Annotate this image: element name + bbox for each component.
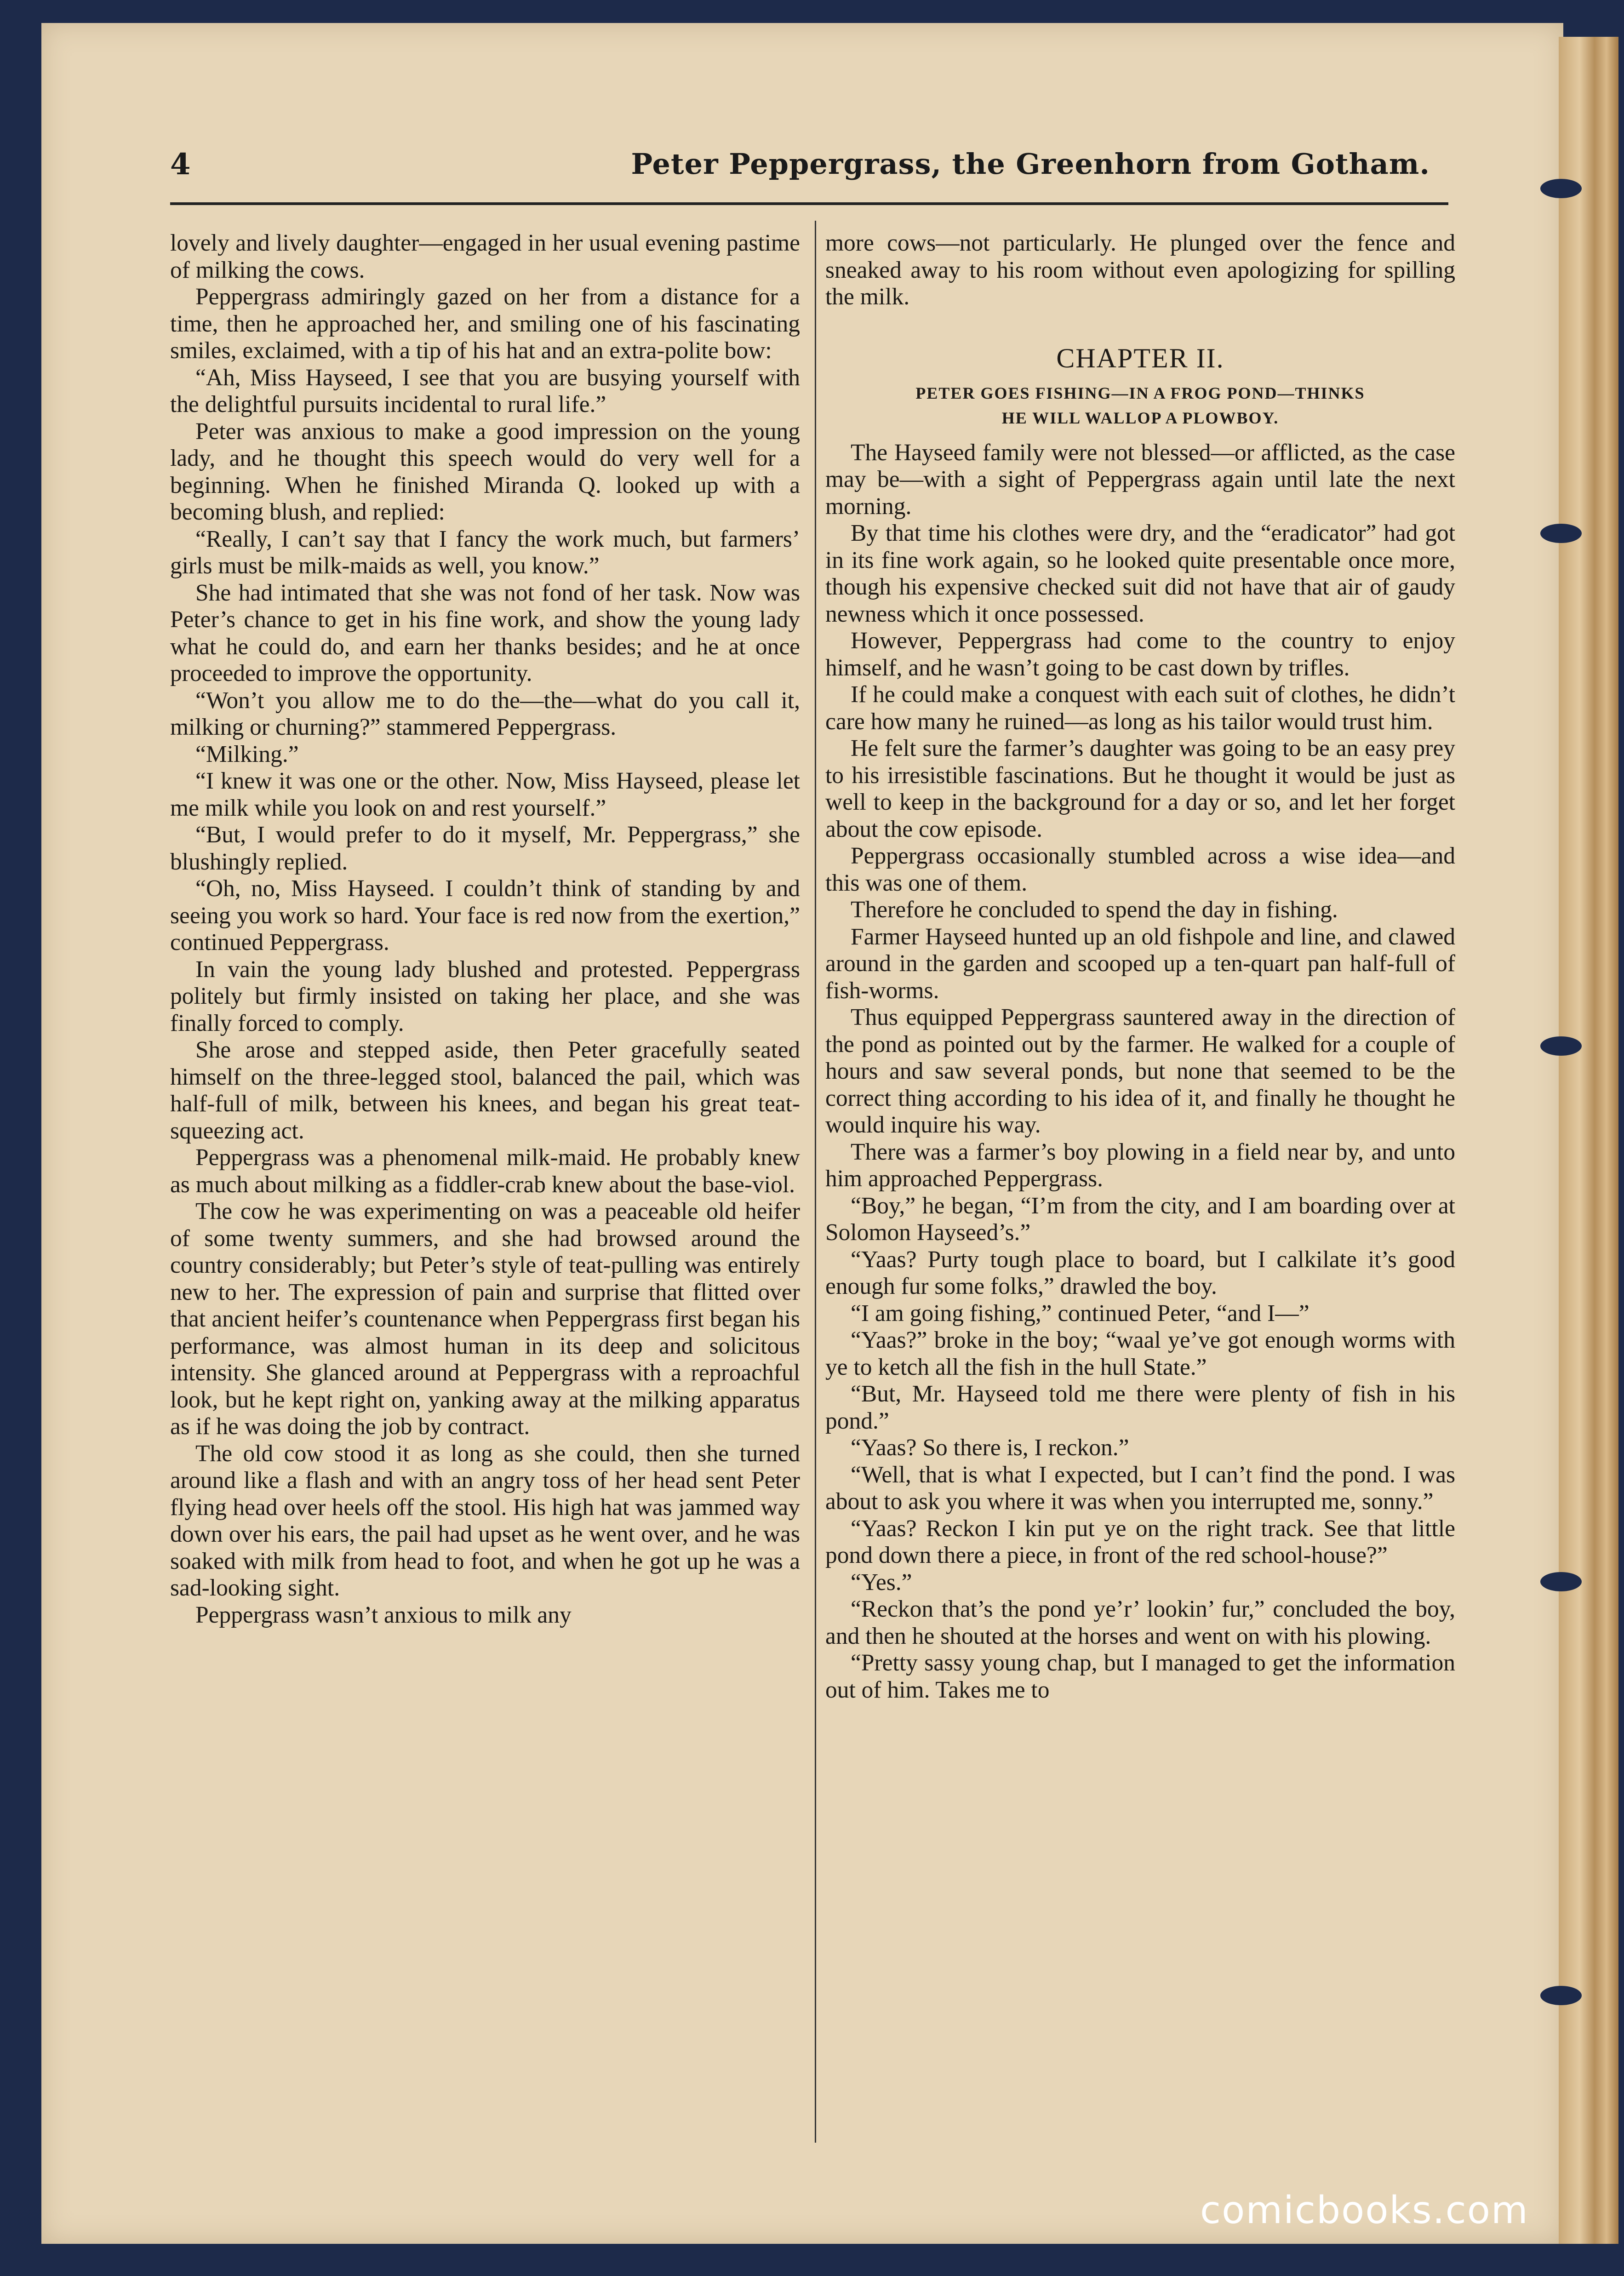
chapter-body: [825, 440, 1455, 1704]
chapter-subtitle-line: PETER GOES FISHING—IN A FROG POND—THINKS: [915, 383, 1365, 402]
paragraph: “I knew it was one or the other. Now, Miss Hayseed, please let me milk while you look on and rest yourself.”: [170, 768, 800, 821]
paragraph: If he could make a conquest with each suit of clothes, he didn’t care how many he ruined—as long as his tailor would trust him.: [825, 681, 1455, 735]
paragraph: “But, Mr. Hayseed told me there were plenty of fish in his pond.”: [825, 1381, 1455, 1434]
paragraph: There was a farmer’s boy plowing in a field near by, and unto him approached Peppergrass.: [825, 1138, 1455, 1192]
right-column-continuation: [825, 230, 1455, 311]
paragraph: “But, I would prefer to do it myself, Mr. Peppergrass,” she blushingly replied.: [170, 822, 800, 875]
paragraph: “Yaas? So there is, I reckon.”: [851, 1435, 1129, 1461]
paragraph: “I am going fishing,” continued Peter, “and I—”: [851, 1300, 1309, 1327]
chapter-heading: CHAPTER II.: [1056, 343, 1224, 373]
page-number: 4: [170, 147, 191, 182]
column-divider: [815, 221, 816, 2143]
paragraph: Peppergrass occasionally stumbled across a wise idea—and this was one of them.: [825, 843, 1455, 896]
paragraph: She arose and stepped aside, then Peter gracefully seated himself on the three-legged stool, balanced the pail, which was half-full of milk, between his knees, and began his great teat-squeezing act.: [170, 1037, 800, 1144]
right-text-column: [825, 230, 1455, 2152]
paragraph: “Yes.”: [851, 1569, 912, 1595]
paragraph: “Milking.”: [195, 741, 299, 767]
paragraph: She had intimated that she was not fond of her task. Now was Peter’s chance to get in his fine work, and show the young lady what he could do, and earn her thanks besides; and he at once proceeded to improve the opportunity.: [170, 579, 800, 686]
watermark: comicbooks.com: [1200, 2189, 1529, 2232]
binding-staple: [1540, 1036, 1582, 1056]
paragraph: Farmer Hayseed hunted up an old fishpole and line, and clawed around in the garden and scooped up a ten-quart pan half-full of fish-worms.: [825, 923, 1455, 1004]
paragraph: more cows—not particularly. He plunged over the fence and sneaked away to his room without even apologizing for spilling the milk.: [825, 230, 1455, 310]
binding-staple: [1540, 179, 1582, 198]
paragraph: Peppergrass wasn’t anxious to milk any: [195, 1601, 572, 1628]
running-title: Peter Peppergrass, the Greenhorn from Gotham.: [631, 147, 1430, 181]
chapter-subtitle: [825, 381, 1455, 430]
paragraph: He felt sure the farmer’s daughter was going to be an easy prey to his irresistible fascinations. But he thought it would be just as well to keep in the background for a day or so, and let her forget about the cow episode.: [825, 735, 1455, 842]
binding-staple: [1540, 1572, 1582, 1591]
page-header: [170, 147, 1448, 205]
left-text-column: [170, 230, 800, 2152]
paragraph: “Pretty sassy young chap, but I managed to get the information out of him. Takes me to: [825, 1650, 1455, 1703]
paragraph: “Really, I can’t say that I fancy the work much, but farmers’ girls must be milk-maids as well, you know.”: [170, 526, 800, 579]
paragraph: “Won’t you allow me to do the—the—what do you call it, milking or churning?” stammered Peppergrass.: [170, 687, 800, 740]
paragraph: “Ah, Miss Hayseed, I see that you are busying yourself with the delightful pursuits incidental to rural life.”: [170, 364, 800, 417]
binding-staple: [1540, 1986, 1582, 2005]
paragraph: By that time his clothes were dry, and the “eradicator” had got in its fine work again, so he looked quite presentable once more, though his expensive checked suit did not have that air of gaudy newness which it once possessed.: [825, 520, 1455, 627]
paragraph: Peppergrass admiringly gazed on her from a distance for a time, then he approached her, and smiling one of his fascinating smiles, exclaimed, with a tip of his hat and an extra-polite bow:: [170, 284, 800, 364]
paragraph: The Hayseed family were not blessed—or afflicted, as the case may be—with a sight of Peppergrass again until late the next morning.: [825, 439, 1455, 520]
chapter-subtitle-line: HE WILL WALLOP A PLOWBOY.: [1001, 408, 1279, 427]
paragraph: Therefore he concluded to spend the day in fishing.: [851, 897, 1338, 923]
paragraph: “Well, that is what I expected, but I can’t find the pond. I was about to ask you where it was when you interrupted me, sonny.”: [825, 1461, 1455, 1515]
paragraph: “Yaas? Purty tough place to board, but I calkilate it’s good enough fur some folks,” drawled the boy.: [825, 1246, 1455, 1299]
paragraph: The cow he was experimenting on was a peaceable old heifer of some twenty summers, and she had browsed around the country considerably; but Peter’s style of teat-pulling was entirely new to her. The expression of pain and surprise that flitted over that ancient heifer’s countenance when Peppergrass first began his performance, was almost human in its deep and solicitous intensity. She glanced around at Peppergrass with a reproachful look, but he kept right on, yanking away at the milking apparatus as if he was doing the job by contract.: [170, 1198, 800, 1440]
paragraph: Thus equipped Peppergrass sauntered away in the direction of the pond as pointed out by the farmer. He walked for a couple of hours and saw several ponds, but none that seemed to be the correct thing according to his idea of it, and finally he thought he would inquire his way.: [825, 1004, 1455, 1138]
binding-staple: [1540, 524, 1582, 543]
paragraph: Peter was anxious to make a good impression on the young lady, and he thought this speech would do very well for a beginning. When he finished Miranda Q. looked up with a becoming blush, and replied:: [170, 418, 800, 525]
paragraph: “Yaas?” broke in the boy; “waal ye’ve got enough worms with ye to ketch all the fish in the hull State.”: [825, 1327, 1455, 1380]
paragraph: “Boy,” he began, “I’m from the city, and I am boarding over at Solomon Hayseed’s.”: [825, 1192, 1455, 1246]
paragraph: The old cow stood it as long as she could, then she turned around like a flash and with an angry toss of her head sent Peter flying head over heels off the stool. His high hat was jammed way down over his ears, the pail had upset as he went over, and he was soaked with milk from head to foot, and when he got up he was a sad-looking sight.: [170, 1440, 800, 1601]
paragraph: lovely and lively daughter—engaged in her usual evening pastime of milking the cows.: [170, 230, 800, 283]
paragraph: Peppergrass was a phenomenal milk-maid. He probably knew as much about milking as a fiddler-crab knew about the base-viol.: [170, 1144, 800, 1198]
paragraph: “Reckon that’s the pond ye’r’ lookin’ fur,” concluded the boy, and then he shouted at the horses and went on with his plowing.: [825, 1596, 1455, 1649]
book-spine: [1559, 37, 1618, 2244]
paragraph: In vain the young lady blushed and protested. Peppergrass politely but firmly insisted on taking her place, and she was finally forced to comply.: [170, 956, 800, 1036]
paragraph: However, Peppergrass had come to the country to enjoy himself, and he wasn’t going to be cast down by trifles.: [825, 628, 1455, 681]
paragraph: “Yaas? Reckon I kin put ye on the right track. See that little pond down there a piece, in front of the red school-house?”: [825, 1515, 1455, 1568]
paragraph: “Oh, no, Miss Hayseed. I couldn’t think of standing by and seeing you work so hard. Your face is red now from the exertion,” continued Peppergrass.: [170, 875, 800, 955]
